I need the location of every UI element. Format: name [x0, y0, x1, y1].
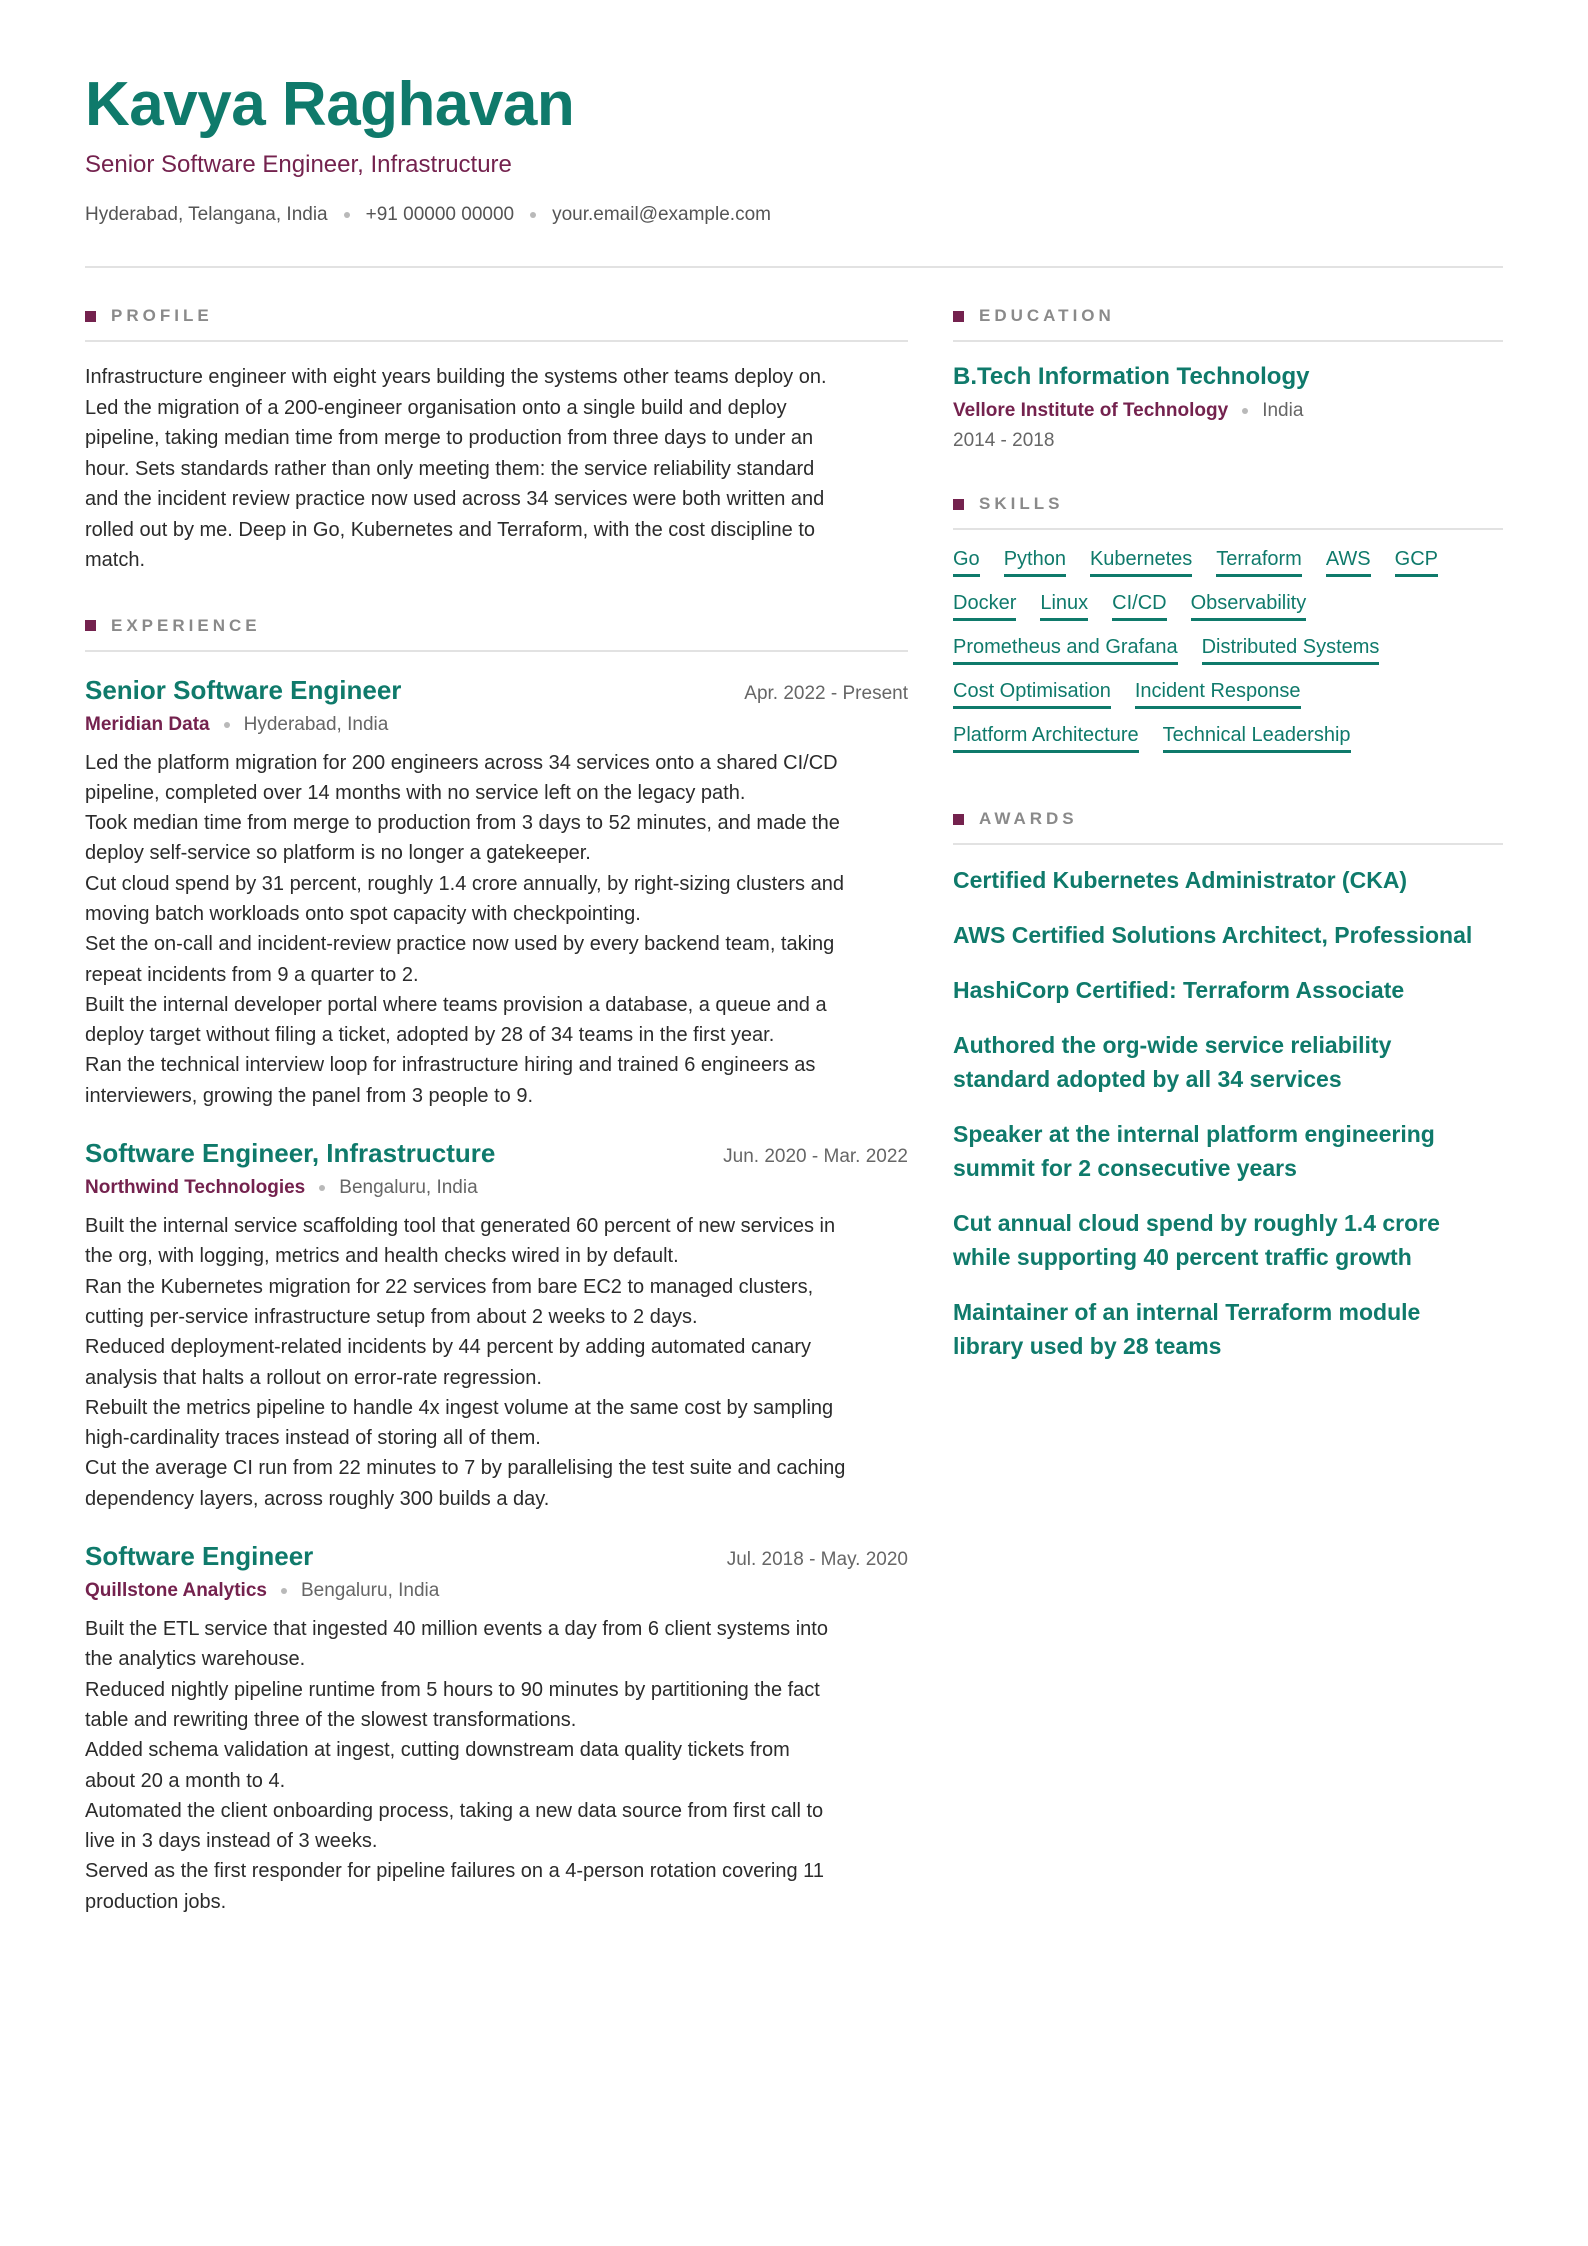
skills-heading: SKILLS — [953, 494, 1503, 514]
job-description-line: Served as the first responder for pipeline failures on a 4-person rotation covering 11 — [85, 1860, 824, 1883]
profile-line: pipeline, taking median time from merge to production from three days to under an — [85, 427, 814, 449]
job-entry — [85, 674, 908, 1112]
award-line: Cut annual cloud spend by roughly 1.4 crore — [953, 1210, 1440, 1236]
separator-dot — [1242, 408, 1248, 414]
skill-tag: Prometheus and Grafana — [953, 634, 1178, 665]
education-location: India — [1262, 400, 1304, 421]
job-description-line: Ran the technical interview loop for infrastructure hiring and trained 6 engineers as — [85, 1054, 816, 1077]
job-meta — [85, 1175, 908, 1201]
section-divider — [953, 843, 1503, 845]
section-divider — [85, 650, 908, 652]
job-header — [85, 674, 908, 706]
job-description — [85, 1211, 908, 1514]
experience-list — [85, 674, 908, 1918]
skill-tag: CI/CD — [1112, 590, 1166, 621]
award-item — [953, 1028, 1503, 1096]
job-description-line: Rebuilt the metrics pipeline to handle 4x ingest volume at the same cost by sampling — [85, 1396, 834, 1419]
square-bullet-icon — [953, 814, 964, 825]
profile-heading: PROFILE — [85, 306, 908, 326]
award-line: HashiCorp Certified: Terraform Associate — [953, 977, 1405, 1003]
profile-line: and the incident review practice now used across 34 services were both written and — [85, 488, 825, 510]
job-title: Software Engineer — [85, 1541, 314, 1572]
job-meta — [85, 712, 908, 738]
job-meta — [85, 1578, 908, 1604]
job-description-line: repeat incidents from 9 a quarter to 2. — [85, 963, 419, 986]
experience-heading: EXPERIENCE — [85, 616, 908, 636]
award-line: standard adopted by all 34 services — [953, 1066, 1342, 1092]
job-description-line: the org, with logging, metrics and health checks wired in by default. — [85, 1245, 679, 1268]
job-description-line: analysis that halts a rollout on error-rate regression. — [85, 1366, 542, 1389]
skill-tag: Linux — [1040, 590, 1088, 621]
section-divider — [953, 528, 1503, 530]
award-item — [953, 1117, 1503, 1185]
job-description-line: moving batch workloads onto spot capacity with checkpointing. — [85, 902, 641, 925]
job-description-line: Set the on-call and incident-review practice now used by every backend team, taking — [85, 933, 835, 956]
job-description-line: pipeline, completed over 14 months with no service left on the legacy path. — [85, 781, 746, 804]
section-divider — [85, 340, 908, 342]
candidate-name: Kavya Raghavan — [85, 70, 575, 139]
award-line: while supporting 40 percent traffic growth — [953, 1244, 1412, 1270]
job-description-line: deploy target without filing a ticket, adopted by 28 of 34 teams in the first year. — [85, 1024, 775, 1047]
skill-tag: AWS — [1326, 546, 1371, 577]
job-header — [85, 1137, 908, 1169]
job-company: Quillstone Analytics — [85, 1580, 267, 1602]
job-entry — [85, 1137, 908, 1514]
awards-heading: AWARDS — [953, 809, 1503, 829]
skill-tag: Docker — [953, 590, 1016, 621]
profile-line: rolled out by me. Deep in Go, Kubernetes and Terraform, with the cost discipline to — [85, 518, 816, 541]
award-item — [953, 863, 1503, 897]
job-description-line: deploy self-service so platform is no longer a gatekeeper. — [85, 842, 591, 865]
profile-summary — [85, 362, 908, 576]
job-location: Bengaluru, India — [339, 1177, 478, 1199]
education-degree: B.Tech Information Technology — [953, 363, 1310, 390]
separator-dot — [319, 1185, 325, 1191]
content-columns — [85, 306, 1503, 1917]
contact-email: your.email@example.com — [552, 204, 771, 225]
award-item — [953, 1206, 1503, 1274]
job-description-line: Ran the Kubernetes migration for 22 services from bare EC2 to managed clusters, — [85, 1275, 814, 1298]
job-entry — [85, 1540, 908, 1917]
award-line: AWS Certified Solutions Architect, Professional — [953, 922, 1473, 948]
skill-tag: Incident Response — [1135, 678, 1301, 709]
job-location: Hyderabad, India — [243, 713, 389, 735]
job-description-line: interviewers, growing the panel from 3 people to 9. — [85, 1084, 534, 1107]
job-description-line: the analytics warehouse. — [85, 1648, 306, 1671]
contact-line — [85, 202, 1503, 228]
award-item — [953, 918, 1503, 952]
job-title: Software Engineer, Infrastructure — [85, 1138, 496, 1169]
profile-line: match. — [85, 549, 146, 571]
job-description-line: Added schema validation at ingest, cutting downstream data quality tickets from — [85, 1739, 790, 1762]
skill-tag: Observability — [1191, 590, 1307, 621]
left-column — [85, 306, 908, 1917]
job-dates: Jul. 2018 - May. 2020 — [726, 1549, 908, 1571]
separator-dot — [530, 212, 536, 218]
job-header — [85, 1540, 908, 1572]
job-location: Bengaluru, India — [300, 1580, 440, 1602]
award-item — [953, 1295, 1503, 1363]
award-line: Speaker at the internal platform engineering — [953, 1121, 1435, 1147]
job-dates: Apr. 2022 - Present — [744, 682, 908, 704]
job-description-line: Built the ETL service that ingested 40 million events a day from 6 client systems into — [85, 1618, 828, 1641]
job-title: Senior Software Engineer — [85, 674, 402, 705]
skill-tag: Cost Optimisation — [953, 678, 1111, 709]
job-company: Meridian Data — [85, 713, 210, 735]
job-description-line: table and rewriting three of the slowest transformations. — [85, 1708, 577, 1731]
square-bullet-icon — [953, 311, 964, 322]
award-item — [953, 973, 1503, 1007]
skill-tag: Kubernetes — [1090, 546, 1192, 577]
profile-line: hour. Sets standards rather than only meeting them: the service reliability standard — [85, 457, 815, 480]
section-divider — [953, 340, 1503, 342]
skill-tag: Go — [953, 546, 980, 577]
right-column — [953, 306, 1503, 1917]
profile-line: Infrastructure engineer with eight years building the systems other teams deploy on. — [85, 366, 827, 388]
job-description-line: high-cardinality traces instead of storing all of them. — [85, 1427, 541, 1450]
award-line: Authored the org-wide service reliability — [953, 1032, 1392, 1058]
award-line: library used by 28 teams — [953, 1333, 1222, 1359]
job-description-line: Built the internal developer portal where teams provision a database, a queue and a — [85, 993, 827, 1016]
job-description-line: cutting per-service infrastructure setup from about 2 weeks to 2 days. — [85, 1305, 698, 1328]
education-heading: EDUCATION — [953, 306, 1503, 326]
header-divider — [85, 266, 1503, 268]
skill-tag: Terraform — [1216, 546, 1302, 577]
separator-dot — [224, 722, 230, 728]
job-description-line: Reduced nightly pipeline runtime from 5 hours to 90 minutes by partitioning the fact — [85, 1678, 820, 1701]
contact-location: Hyderabad, Telangana, India — [85, 204, 328, 225]
job-description-line: Reduced deployment-related incidents by 44 percent by adding automated canary — [85, 1336, 812, 1359]
award-line: Certified Kubernetes Administrator (CKA) — [953, 867, 1408, 893]
job-description-line: live in 3 days instead of 3 weeks. — [85, 1830, 378, 1853]
job-description-line: production jobs. — [85, 1890, 227, 1913]
education-meta — [953, 398, 1503, 424]
candidate-title: Senior Software Engineer, Infrastructure — [85, 151, 512, 178]
award-line: summit for 2 consecutive years — [953, 1155, 1297, 1181]
skill-tag: Distributed Systems — [1202, 634, 1380, 665]
job-description-line: Led the platform migration for 200 engineers across 34 services onto a shared CI/CD — [85, 751, 838, 774]
job-description-line: dependency layers, across roughly 300 builds a day. — [85, 1487, 550, 1510]
job-description-line: Cut cloud spend by 31 percent, roughly 1.4 crore annually, by right-sizing clusters and — [85, 872, 844, 895]
job-description-line: Cut the average CI run from 22 minutes to 7 by parallelising the test suite and caching — [85, 1457, 846, 1480]
awards-list — [953, 863, 1503, 1363]
job-dates: Jun. 2020 - Mar. 2022 — [723, 1146, 908, 1168]
education-years: 2014 - 2018 — [953, 430, 1055, 451]
job-description-line: about 20 a month to 4. — [85, 1769, 286, 1792]
square-bullet-icon — [85, 620, 96, 631]
square-bullet-icon — [953, 499, 964, 510]
separator-dot — [344, 212, 350, 218]
skill-tag: GCP — [1395, 546, 1438, 577]
skill-tag: Python — [1004, 546, 1066, 577]
job-description — [85, 1614, 908, 1917]
skills-list — [953, 546, 1503, 766]
job-description-line: Automated the client onboarding process, taking a new data source from first call to — [85, 1799, 824, 1822]
profile-line: Led the migration of a 200-engineer organisation onto a single build and deploy — [85, 396, 787, 419]
job-company: Northwind Technologies — [85, 1177, 306, 1199]
square-bullet-icon — [85, 311, 96, 322]
skill-tag: Platform Architecture — [953, 722, 1139, 753]
education-institution: Vellore Institute of Technology — [953, 400, 1229, 421]
job-description-line: Took median time from merge to production from 3 days to 52 minutes, and made the — [85, 812, 840, 835]
skill-tag: Technical Leadership — [1163, 722, 1351, 753]
job-description-line: Built the internal service scaffolding tool that generated 60 percent of new services in — [85, 1215, 836, 1238]
job-description — [85, 748, 908, 1112]
award-line: Maintainer of an internal Terraform module — [953, 1299, 1421, 1325]
contact-phone: +91 00000 00000 — [365, 204, 515, 225]
separator-dot — [281, 1588, 287, 1594]
